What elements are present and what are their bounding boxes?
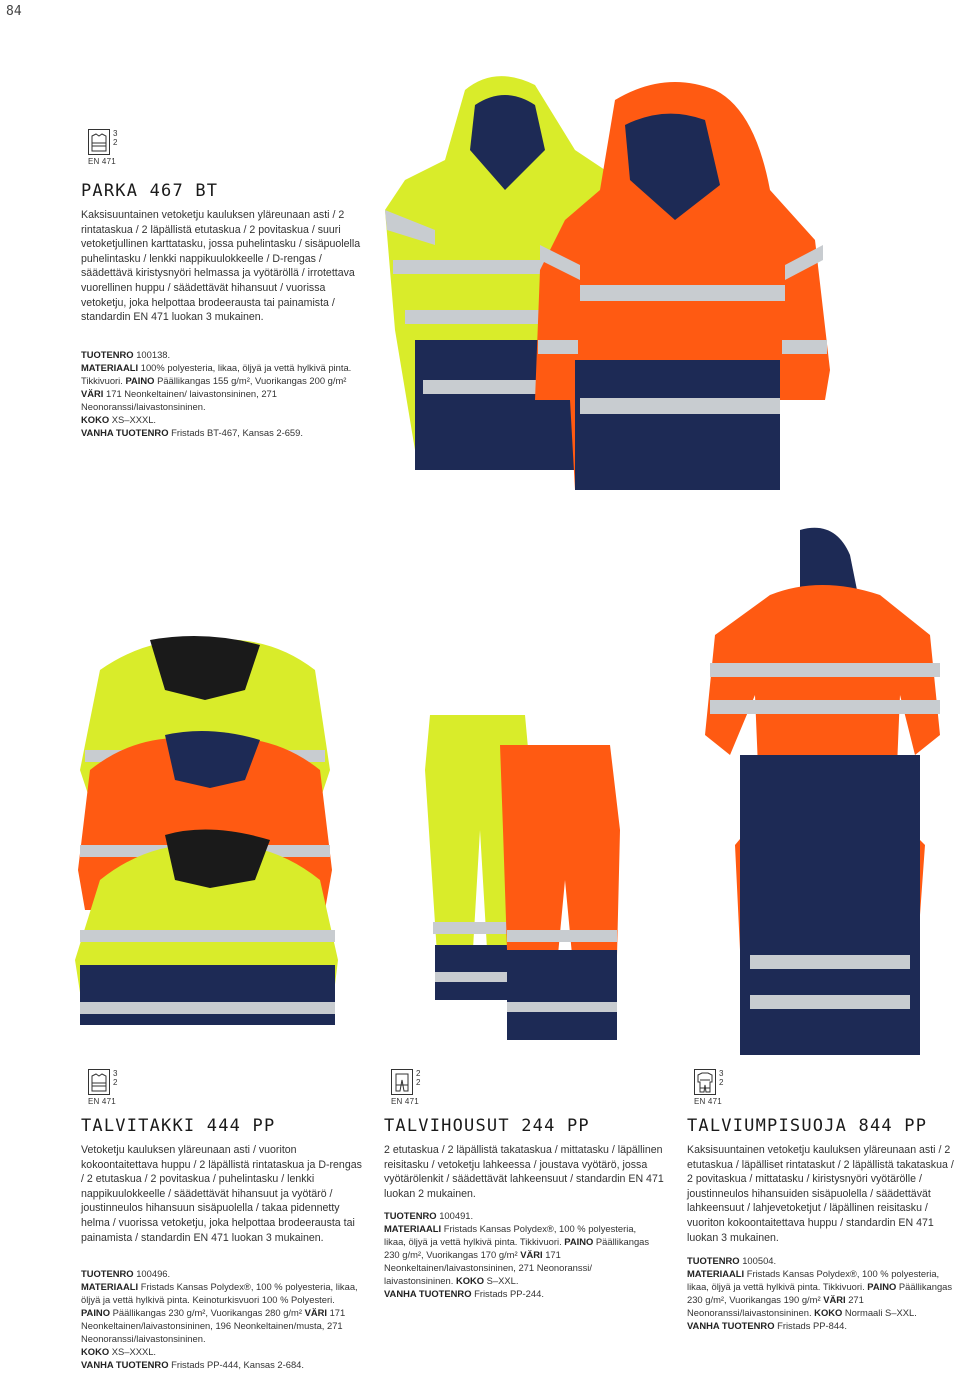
spec-value: 100491. — [439, 1210, 474, 1221]
class-top: 2 — [416, 1069, 421, 1078]
spec-label: VANHA TUOTENRO — [81, 427, 169, 438]
spec-value: 171 Neonkeltainen/laivastonsininen, 196 Neonkeltainen/musta, 271 Neonoranssi/laivastonsininen. — [81, 1307, 346, 1344]
parka-photo — [375, 70, 845, 500]
spec-value: Fristads PP-444, Kansas 2-684. — [171, 1359, 304, 1370]
class-bottom: 2 — [416, 1078, 421, 1087]
spec-label: TUOTENRO — [687, 1255, 740, 1266]
spec-value: Fristads Kansas Polydex®, 100 % polyesteria, likaa, öljyä ja vettä hylkivä pinta. Keinoturkisvuori 100 % Polyesteri. — [81, 1281, 358, 1305]
talviumpisuoja-photo — [700, 525, 945, 1060]
spec-label: TUOTENRO — [81, 349, 134, 360]
product-title-talvihousut: TALVIHOUSUT 244 PP — [384, 1116, 590, 1136]
class-top: 3 — [113, 1069, 118, 1078]
page-number: 84 — [6, 4, 22, 19]
en471-badge-talviumpisuoja — [694, 1069, 723, 1106]
spec-label: VÄRI — [304, 1307, 327, 1318]
spec-label: VÄRI — [823, 1294, 846, 1305]
product-specs-talvihousut — [384, 1209, 659, 1300]
talvitakki-photo — [70, 630, 345, 1035]
spec-value: 100496. — [136, 1268, 171, 1279]
en471-badge-talvitakki — [88, 1069, 117, 1106]
product-title-talvitakki: TALVITAKKI 444 PP — [81, 1116, 276, 1136]
spec-label: PAINO — [125, 375, 155, 386]
product-title-talviumpisuoja: TALVIUMPISUOJA 844 PP — [687, 1116, 928, 1136]
en471-badge-parka — [88, 129, 117, 166]
spec-value: Fristads Kansas Polydex®, 100 % polyesteria, likaa, öljyä ja vettä hylkivä pinta. Tikkivuori. — [687, 1268, 940, 1292]
product-specs-parka — [81, 348, 371, 439]
product-specs-talvitakki — [81, 1267, 366, 1371]
product-specs-talviumpisuoja — [687, 1254, 955, 1332]
spec-label: MATERIAALI — [687, 1268, 745, 1279]
spec-label: MATERIAALI — [81, 362, 139, 373]
spec-label: VANHA TUOTENRO — [384, 1288, 472, 1299]
class-bottom: 2 — [113, 138, 118, 147]
spec-label: MATERIAALI — [81, 1281, 139, 1292]
spec-label: PAINO — [81, 1307, 110, 1318]
product-description-talviumpisuoja: Kaksisuuntainen vetoketju kauluksen yläreunaan asti / 2 etutaskua / läpälliset rintataskut / 2 läpällistä takataskua / 2 povitaskua / mittatasku / kiristysnyöri vyötärölle / joustinneulos hihansuiden sisäpuolella / säädettävät lahkeensuut / lahjevetoketjut / läpällinen reisitasku / vuoriton kokoontaitettava huppu / standardin EN 471 luokan 3 mukainen. — [687, 1144, 954, 1244]
spec-value: 271 Neonoranssi/laivastonsininen. — [687, 1294, 864, 1318]
spec-label: TUOTENRO — [81, 1268, 134, 1279]
product-description-talvitakki: Vetoketju kauluksen yläreunaan asti / vuoriton kokoontaitettava huppu / 2 läpällistä rintataskua ja D-rengas / 2 etutaskua / 2 povitaskua / puhelintasku / lenkki nappikuulokkeelle / säädettävät hihansuut ja vyötärö / joustinneulos hihansuun sisäpuolella / takaa pidennetty helma / vuorissa vetoketju, joka helpottaa brodeerausta tai painamista / standardin EN 471 luokan 3 mukainen. — [81, 1144, 362, 1244]
spec-value: 100% polyesteria, likaa, öljyä ja vettä hylkivä pinta. Tikkivuori. — [81, 362, 352, 386]
standard-label: EN 471 — [88, 157, 116, 166]
en471-badge-talvihousut — [391, 1069, 420, 1106]
spec-label: VANHA TUOTENRO — [687, 1320, 775, 1331]
hi-vis-jacket-icon — [88, 1069, 110, 1095]
spec-value: Päällikangas 230 g/m², Vuorikangas 280 g/m² — [112, 1307, 302, 1318]
spec-value: Päällikangas 230 g/m², Vuorikangas 190 g/m² — [687, 1281, 953, 1305]
spec-label: TUOTENRO — [384, 1210, 437, 1221]
spec-value: Fristads BT-467, Kansas 2-659. — [171, 427, 303, 438]
class-top: 3 — [113, 129, 118, 138]
hi-vis-trousers-icon — [391, 1069, 413, 1095]
spec-value: 100138. — [136, 349, 171, 360]
standard-label: EN 471 — [391, 1097, 419, 1106]
class-bottom: 2 — [113, 1078, 118, 1087]
standard-label: EN 471 — [88, 1097, 116, 1106]
product-description-parka: Kaksisuuntainen vetoketju kauluksen yläreunaan asti / 2 rintataskua / 2 läpällistä etutaskua / 2 povitaskua / suuri vetoketjullinen karttatasku, jossa puhelintasku / sisäpuolella puhelintasku / lenkki nappikuulokkeelle / D-rengas / säädettävä kiristysnyöri helmassa ja vyötäröllä / irrotettava vuorellinen huppu / säädettävät hihansuut / vuorissa vetoketju, joka helpottaa brodeerausta tai painamista / standardin EN 471 luokan 3 mukainen. — [81, 209, 361, 324]
spec-label: MATERIAALI — [384, 1223, 442, 1234]
class-top: 3 — [719, 1069, 724, 1078]
spec-label: VÄRI — [81, 388, 104, 399]
spec-value: Fristads PP-844. — [777, 1320, 847, 1331]
hi-vis-coverall-icon — [694, 1069, 716, 1095]
spec-label: KOKO — [455, 1275, 485, 1286]
standard-label: EN 471 — [694, 1097, 722, 1106]
spec-label: VANHA TUOTENRO — [81, 1359, 169, 1370]
talvihousut-photo — [415, 710, 640, 1045]
hi-vis-jacket-icon — [88, 129, 110, 155]
product-title-parka: PARKA 467 BT — [81, 181, 219, 201]
spec-label: KOKO — [814, 1307, 843, 1318]
product-description-talvihousut: 2 etutaskua / 2 läpällistä takataskua / mittatasku / läpällinen reisitasku / vetoketju lahkeessa / joustava vyötärö, jossa vyötärölenkit / säädettävät lahkeensuut / standardin EN 471 luokan 2 mukainen. — [384, 1144, 664, 1200]
spec-value: Päällikangas 155 g/m², Vuorikangas 200 g/m² — [157, 375, 347, 386]
spec-value: Fristads Kansas Polydex®, 100 % polyesteria, likaa, öljyä ja vettä hylkivä pinta. Tikkivuori. — [384, 1223, 637, 1247]
spec-value: Päällikangas 230 g/m², Vuorikangas 170 g/m² — [384, 1236, 650, 1260]
spec-value: 100504. — [742, 1255, 777, 1266]
spec-value: 171 Neonkeltainen/ laivastonsininen, 271 Neonoranssi/laivastonsininen. — [81, 388, 277, 412]
spec-value: Fristads PP-244. — [474, 1288, 544, 1299]
spec-label: PAINO — [564, 1236, 594, 1247]
orange-parka-illustration — [535, 82, 830, 490]
spec-label: KOKO — [81, 1346, 110, 1357]
spec-label: PAINO — [867, 1281, 897, 1292]
spec-value: Normaali S–XXL. — [844, 1307, 917, 1318]
spec-label: VÄRI — [520, 1249, 543, 1260]
class-bottom: 2 — [719, 1078, 724, 1087]
spec-label: KOKO — [81, 414, 110, 425]
spec-value: XS–XXXL. — [111, 1346, 157, 1357]
spec-value: 171 Neonkeltainen/laivastonsininen, 271 Neonoranssi/ laivastonsininen. — [384, 1249, 592, 1286]
spec-value: XS–XXXL. — [111, 414, 157, 425]
spec-value: S–XXL. — [486, 1275, 519, 1286]
